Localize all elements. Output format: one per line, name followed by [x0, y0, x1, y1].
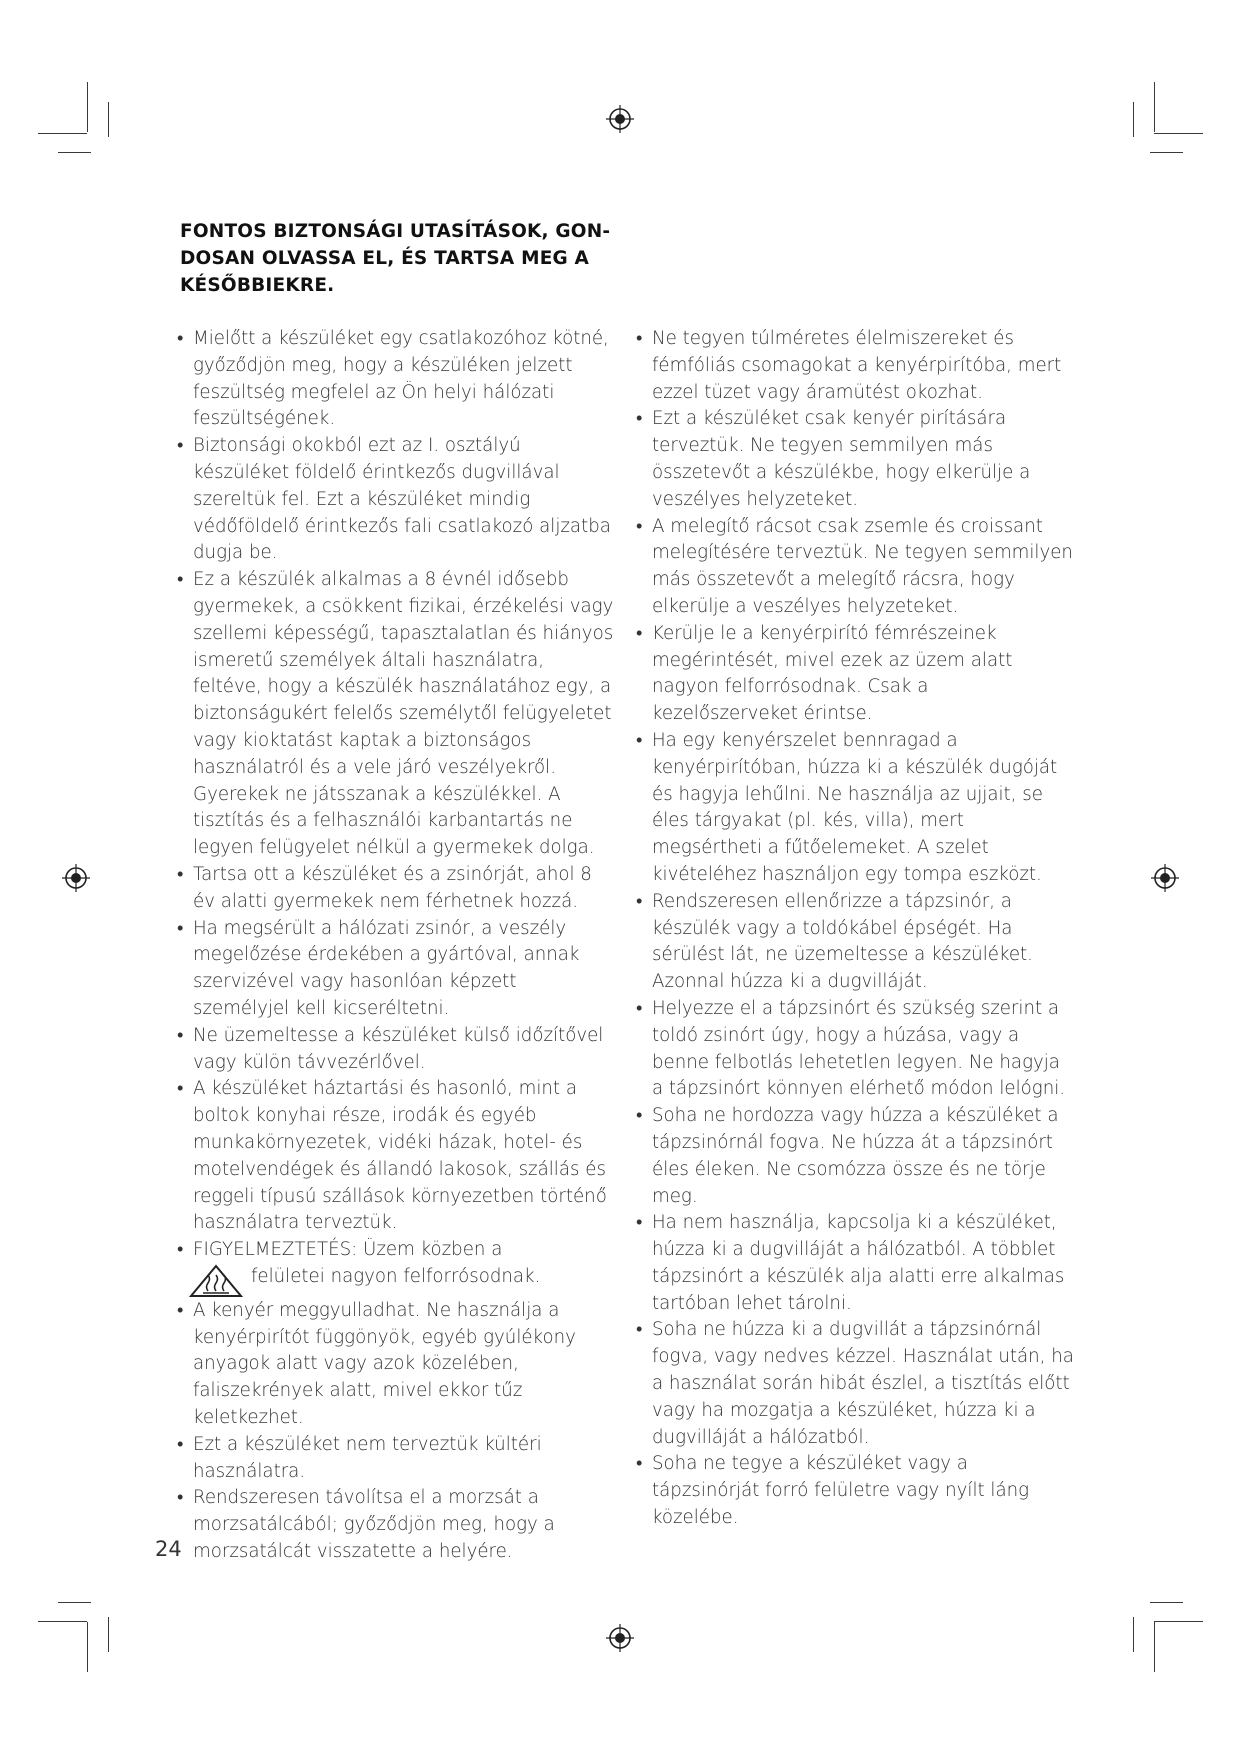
- title-line: DOSAN OLVASSA EL, ÉS TARTSA MEG A: [180, 248, 590, 269]
- bullet: •: [177, 1024, 184, 1046]
- bullet: •: [636, 729, 643, 751]
- list-item: [636, 326, 1076, 406]
- item-text: Kerülje le a kenyérpirító fémrészeinek megérintését, mivel ezek az üzem alatt nagyon felforrósodnak. Csak a kezelőszerveket érintse.: [652, 622, 1013, 725]
- crop-mark-bottom-right-v2: [1133, 1617, 1134, 1652]
- bullet: •: [636, 1212, 643, 1234]
- registration-crosshair-icon: [1150, 863, 1180, 893]
- bullet: •: [177, 863, 184, 885]
- section-title: [180, 218, 620, 299]
- crop-mark-top-right-v: [1154, 82, 1155, 132]
- crop-mark-top-left-h2: [58, 152, 91, 153]
- bullet: •: [636, 1453, 643, 1475]
- bullet: •: [636, 328, 643, 349]
- bullet: •: [177, 917, 184, 939]
- list-item: [177, 1076, 617, 1237]
- crop-mark-top-left-v2: [108, 102, 109, 137]
- item-text: Soha ne tegye a készüléket vagy a tápzsinórját forró felületre vagy nyílt láng közelébe.: [652, 1453, 1030, 1529]
- item-text: Ez a készülék alkalmas a 8 évnél idősebb gyermekek, a csökkent fizikai, érzékelési vagy szellemi képességű, tapasztalatlan és hiányos ismeretű személyek általi használatra, feltéve, hogy a készülék használatához egy, a biztonságukért felelős személytől felügyeletet vagy kioktatást kaptak a biztonságos használatról és a vele járó veszélyekről. Gyerekek ne játsszanak a készülékkel. A tisztítás és a felhasználói karbantartás ne legyen felügyelet nélkül a gyermekek dolga.: [193, 569, 614, 859]
- bullet: •: [177, 569, 184, 591]
- registration-crosshair-icon: [605, 1623, 635, 1653]
- bullet: •: [177, 328, 184, 349]
- bullet: •: [177, 1299, 184, 1321]
- crop-mark-bottom-right-h: [1154, 1621, 1203, 1622]
- item-text: Rendszeresen ellenőrizze a tápzsinór, a készülék vagy a toldókábel épségét. Ha sérülést lát, ne üzemeltesse a készüléket. Azonnal húzza ki a dugvilláját.: [652, 890, 1033, 993]
- crop-mark-top-right-v2: [1133, 102, 1134, 137]
- crop-mark-bottom-left-v: [87, 1622, 88, 1672]
- item-text: Ezt a készüléket nem terveztük kültéri használatra.: [193, 1433, 542, 1482]
- list-item: [636, 1103, 1076, 1210]
- item-text: A melegítő rácsot csak zsemle és croissant melegítésére terveztük. Ne tegyen semmilyen más összetevőt a melegítő rácsra, hogy elkerülje a veszélyes helyzeteket.: [652, 515, 1073, 617]
- warning-item: [177, 1237, 617, 1298]
- bullet: •: [177, 1487, 184, 1509]
- list-item: [636, 889, 1076, 996]
- bullet: •: [177, 435, 184, 457]
- item-text: Ezt a készüléket csak kenyér pirítására terveztük. Ne tegyen semmilyen más összetevőt a készülékbe, hogy elkerülje a veszélyes helyzeteket.: [652, 408, 1031, 510]
- warning-line-2: felületei nagyon felforrósodnak.: [251, 1265, 541, 1287]
- crop-mark-bottom-left-h: [38, 1621, 87, 1622]
- crop-mark-bottom-left-v2: [108, 1617, 109, 1652]
- left-instruction-list: [177, 326, 617, 1566]
- item-text: Ne tegyen túlméretes élelmiszereket és fémfóliás csomagokat a kenyérpirítóba, mert ezzel tüzet vagy áramütést okozhat.: [652, 328, 1062, 403]
- list-item: [636, 1210, 1076, 1317]
- title-line: FONTOS BIZTONSÁGI UTASÍTÁSOK, GON-: [180, 221, 611, 242]
- list-item: [177, 1485, 617, 1565]
- registration-crosshair-icon: [605, 104, 635, 134]
- crop-mark-top-left-h: [38, 133, 87, 134]
- item-text: Ha megsérült a hálózati zsinór, a veszély megelőzése érdekében a gyártóval, annak szervizével vagy hasonlóan képzett személyjel kell kicseréltetni.: [193, 917, 580, 1019]
- crop-mark-bottom-right-h2: [1150, 1602, 1183, 1603]
- item-text: Soha ne hordozza vagy húzza a készüléket a tápzsinórnál fogva. Ne húzza át a tápzsinórt éles éleken. Ne csomózza össze és ne törje meg.: [652, 1105, 1059, 1207]
- list-item: [177, 433, 617, 567]
- list-item: [636, 1317, 1076, 1451]
- item-text: Tartsa ott a készüléket és a zsinórját, ahol 8 év alatti gyermekek nem férhetnek hozzá.: [193, 863, 592, 912]
- bullet: •: [636, 997, 643, 1019]
- item-text: Ha egy kenyérszelet bennragad a kenyérpirítóban, húzza ki a készülék dugóját és hagyja lehűlni. Ne használja az ujjait, se éles tárgyakat (pl. kés, villa), mert megsértheti a fűtőelemeket. A szelet kivételéhez használjon egy tompa eszközt.: [652, 729, 1058, 885]
- item-text: Helyezze el a tápzsinórt és szükség szerint a toldó zsinórt úgy, hogy a húzása, vagy a benne felbotlás lehetetlen legyen. Ne hagyja a tápzsinórt könnyen elérhető módon lelógni.: [652, 997, 1066, 1100]
- bullet: •: [636, 408, 643, 430]
- list-item: [636, 514, 1076, 621]
- page-number: 24: [155, 1537, 182, 1561]
- item-text: A kenyér meggyulladhat. Ne használja a kenyérpirítót függönyök, egyéb gyúlékony anyagok alatt vagy azok közelében, faliszekrények alatt, mivel ekkor tűz keletkezhet.: [193, 1299, 576, 1429]
- hot-surface-warning-icon: [187, 1264, 245, 1298]
- crop-mark-top-right-h: [1154, 133, 1203, 134]
- list-item: [177, 1023, 617, 1077]
- bullet: •: [636, 1319, 643, 1341]
- bullet: •: [177, 1433, 184, 1455]
- right-instruction-list: [636, 326, 1076, 1532]
- item-text: Soha ne húzza ki a dugvillát a tápzsinórnál fogva, vagy nedves kézzel. Használat után, ha a használat során hibát észlel, a tisztítás előtt vagy ha mozgatja a készüléket, húzza ki a dugvilláját a hálózatból.: [652, 1319, 1074, 1448]
- crop-mark-bottom-right-v: [1154, 1622, 1155, 1672]
- crop-mark-top-left-v: [87, 82, 88, 132]
- list-item: [177, 567, 617, 862]
- list-item: [636, 728, 1076, 889]
- list-item: [636, 406, 1076, 513]
- item-text: Ha nem használja, kapcsolja ki a készüléket, húzza ki a dugvilláját a hálózatból. A többlet tápzsinórt a készülék alja alatti erre alkalmas tartóban lehet tárolni.: [652, 1212, 1065, 1314]
- list-item: [177, 1432, 617, 1486]
- bullet: •: [177, 1239, 184, 1261]
- list-item: [177, 862, 617, 916]
- bullet: •: [636, 622, 643, 644]
- warning-line-1: FIGYELMEZTETÉS: Üzem közben a: [193, 1239, 503, 1261]
- list-item: [636, 1451, 1076, 1531]
- bullet: •: [636, 1105, 643, 1127]
- title-line: KÉSŐBBIEKRE.: [180, 275, 335, 296]
- list-item: [177, 1298, 617, 1432]
- item-text: A készüléket háztartási és hasonló, mint a boltok konyhai része, irodák és egyéb munkakörnyezetek, vidéki házak, hotel- és motelvendégek és állandó lakosok, szállás és reggeli típusú szállások környezetben történő használatra terveztük.: [193, 1078, 607, 1234]
- list-item: [177, 916, 617, 1023]
- crop-mark-top-right-h2: [1150, 152, 1183, 153]
- list-item: [636, 621, 1076, 728]
- item-text: Mielőtt a készüléket egy csatlakozóhoz kötné, győződjön meg, hogy a készüléken jelzett feszültség megfelel az Ön helyi hálózati feszültségének.: [193, 328, 609, 430]
- item-text: Ne üzemeltesse a készüléket külső időzítővel vagy külön távvezérlővel.: [193, 1024, 604, 1073]
- registration-crosshair-icon: [61, 863, 91, 893]
- bullet: •: [177, 1078, 184, 1100]
- item-text: Rendszeresen távolítsa el a morzsát a morzsatálcából; győződjön meg, hogy a morzsatálcát visszatette a helyére.: [193, 1487, 555, 1563]
- list-item: [177, 326, 617, 433]
- list-item: [636, 996, 1076, 1103]
- crop-mark-bottom-left-h2: [58, 1602, 91, 1603]
- bullet: •: [636, 890, 643, 912]
- bullet: •: [636, 515, 643, 537]
- item-text: Biztonsági okokból ezt az I. osztályú készüléket földelő érintkezős dugvillával szereltük fel. Ezt a készüléket mindig védőföldelő érintkezős fali csatlakozó aljzatba dugja be.: [193, 435, 611, 564]
